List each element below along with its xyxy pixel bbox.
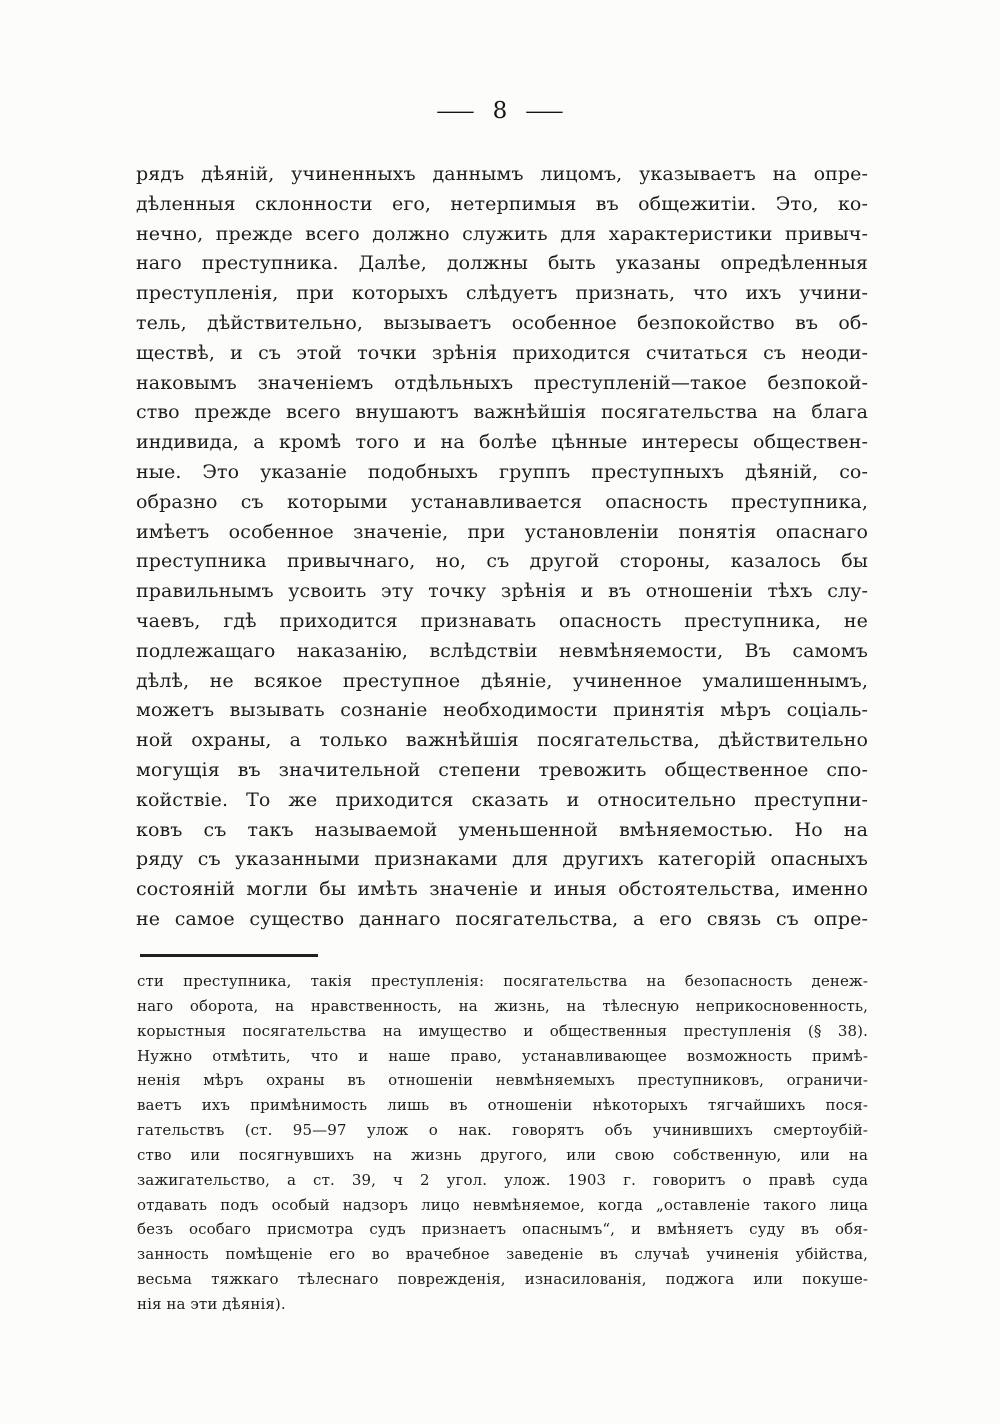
body-line: ной охраны, а только важнѣйшія посягательства, дѣйствительно [136,729,868,752]
body-text [136,160,868,935]
footnote-line: наго оборота, на нравственность, на жизнь, на тѣлесную неприкосновенность, [137,996,868,1015]
header-dash-right: — [524,99,565,123]
body-line: ряду съ указанными признаками для другихъ категорій опасныхъ [136,848,868,871]
body-line: могущія въ значительной степени тревожить общественное спо- [136,758,868,781]
body-line: можетъ вызывать сознаніе необходимости принятія мѣръ соціаль- [136,699,868,722]
page-header [0,98,1000,124]
body-line: преступника привычнаго, но, съ другой стороны, казалось бы [136,550,868,573]
body-line: ство прежде всего внушаютъ важнѣйшія посягательства на блага [136,401,868,424]
body-line: подлежащаго наказанію, вслѣдствіи невмѣняемости, Въ самомъ [136,639,868,662]
page-number: 8 [492,98,508,124]
footnote-line: ненія мѣръ охраны въ отношеніи невмѣняемыхъ преступниковъ, ограничи- [137,1071,868,1090]
header-dash-left: — [435,99,476,123]
footnote-separator [140,954,318,957]
body-line: тель, дѣйствительно, вызываетъ особенное безпокойство въ об- [136,311,868,334]
body-line: ные. Это указаніе подобныхъ группъ преступныхъ дѣяній, со- [136,460,868,483]
footnote-line: Нужно отмѣтить, что и наше право, устанавливающее возможность примѣ- [137,1046,868,1065]
footnote-line: ваетъ ихъ примѣнимость лишь въ отношеніи нѣкоторыхъ тягчайшихъ пося- [137,1096,868,1115]
footnote-line: гательствъ (ст. 95—97 улож о нак. говорятъ объ учинившихъ смертоубій- [137,1121,868,1140]
body-line: ковъ съ такъ называемой уменьшенной вмѣняемостью. Но на [136,818,868,841]
footnote-line: зажигательство, а ст. 39, ч 2 угол. улож. 1903 г. говоритъ о правѣ суда [137,1170,868,1189]
footnote-line: весьма тяжкаго тѣлеснаго поврежденія, изнасилованія, поджога или покуше- [137,1270,868,1289]
body-line: состояній могли бы имѣть значеніе и иныя обстоятельства, именно [136,878,868,901]
footnote-line: ство или посягнувшихъ на жизнь другого, или свою собственную, или на [137,1145,868,1164]
body-line: наго преступника. Далѣе, должны быть указаны опредѣленныя [136,252,868,275]
footnote-text [137,969,868,1317]
body-line: образно съ которыми устанавливается опасность преступника, [136,490,868,513]
footnote-line: отдавать подъ особый надзоръ лицо невмѣняемое, когда „оставленіе такого лица [137,1195,868,1214]
footnote-line: занность помѣщеніе его во врачебное заведеніе въ случаѣ учиненія убійства, [137,1245,868,1264]
footnote-line: нія на эти дѣянія). [137,1294,286,1313]
body-line: дѣленныя склонности его, нетерпимыя въ общежитіи. Это, ко- [136,192,868,215]
body-line: ществѣ, и съ этой точки зрѣнія приходится считаться съ неоди- [136,341,868,364]
footnote-line: корыстныя посягательства на имущество и общественныя преступленія (§ 38). [137,1021,868,1040]
body-line: нечно, прежде всего должно служить для характеристики привыч- [136,222,868,245]
body-line: имѣетъ особенное значеніе, при установленіи понятія опаснаго [136,520,868,543]
body-line: индивида, а кромѣ того и на болѣе цѣнные интересы обществен- [136,431,868,454]
body-line: койствіе. То же приходится сказать и относительно преступни- [136,788,868,811]
body-line: рядъ дѣяній, учиненныхъ даннымъ лицомъ, указываетъ на опре- [136,163,868,185]
body-line: правильнымъ усвоить эту точку зрѣнія и въ отношеніи тѣхъ слу- [136,580,868,603]
footnote-line: сти преступника, такія преступленія: посягательства на безопасность денеж- [137,972,868,990]
footnote-line: безъ особаго присмотра судъ признаетъ опаснымъ“, и вмѣняетъ суду въ обя- [137,1220,868,1239]
body-line: чаевъ, гдѣ приходится признавать опасность преступника, не [136,609,868,632]
body-line: не самое существо даннаго посягательства, а его связь съ опре- [136,907,868,930]
body-line: преступленія, при которыхъ слѣдуетъ признать, что ихъ учини- [136,282,868,305]
body-line: дѣлѣ, не всякое преступное дѣяніе, учиненное умалишеннымъ, [136,669,868,692]
body-line: наковымъ значеніемъ отдѣльныхъ преступленій—такое безпокой- [136,371,868,394]
